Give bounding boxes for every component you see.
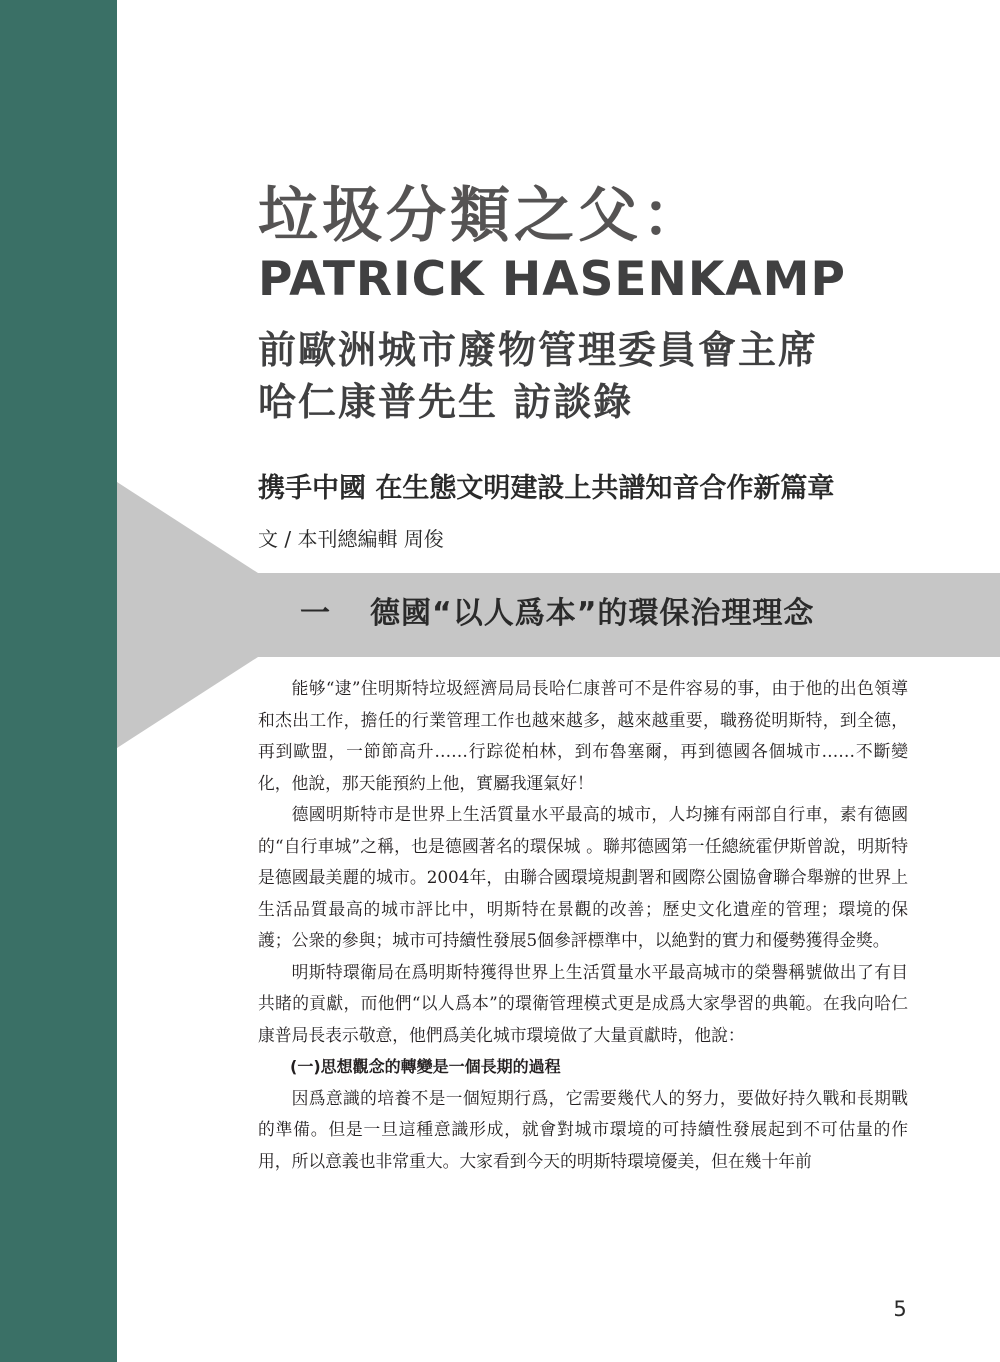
paragraph-2: 德國明斯特市是世界上生活質量水平最高的城市，人均擁有兩部自行車，素有德國的“自行車城”之稱，也是德國著名的環保城 。聯邦德國第一任總統霍伊斯曾說，明斯特是德國最美麗的城市。2004年，由聯合國環境規劃署和國際公園協會聯合舉辦的世界上生活品質最高的城市評比中，明斯特在景觀的改善；歷史文化遺産的管理；環境的保護；公衆的參與；城市可持續性發展5個參評標準中，以絶對的實力和優勢獲得金獎。 xyxy=(258,804,908,950)
paragraph-4: 因爲意識的培養不是一個短期行爲，它需要幾代人的努力，要做好持久戰和長期戰的準備。但是一旦這種意識形成，就會對城市環境的可持續性發展起到不可估量的作用，所以意義也非常重大。大家看到今天的明斯特環境優美，但在幾十年前 xyxy=(258,1087,908,1171)
subheading: (一)思想觀念的轉變是一個長期的過程 xyxy=(290,1057,561,1076)
byline: 文 / 本刊總編輯 周俊 xyxy=(258,527,444,551)
left-sidebar-band xyxy=(0,0,117,1362)
paragraph-1: 能够“逮”住明斯特垃圾經濟局局長哈仁康普可不是件容易的事，由于他的出色領導和杰出工作，擔任的行業管理工作也越來越多，越來越重要，職務從明斯特，到全德，再到歐盟，一節節高升……行踪從柏林，到布魯塞爾，再到德國各個城市……不斷變化，他說，那天能預約上他，實屬我運氣好！ xyxy=(258,678,908,793)
article-body xyxy=(258,673,908,1177)
section-number: 一 xyxy=(300,596,331,631)
section-heading xyxy=(300,592,814,636)
title-chinese: 垃圾分類之父： xyxy=(258,181,706,251)
paragraph-3: 明斯特環衛局在爲明斯特獲得世界上生活質量水平最高城市的榮譽稱號做出了有目共睹的貢獻，而他們“以人爲本”的環衛管理模式更是成爲大家學習的典範。在我向哈仁康普局長表示敬意，他們爲美化城市環境做了大量貢獻時，他說： xyxy=(258,961,908,1045)
page-number: 5 xyxy=(893,1297,907,1321)
subtitle-line-1: 前歐洲城市廢物管理委員會主席 xyxy=(258,328,819,372)
subtitle xyxy=(258,324,818,428)
subtitle-line-2: 哈仁康普先生 訪談錄 xyxy=(258,380,634,424)
tagline: 携手中國 在生態文明建設上共譜知音合作新篇章 xyxy=(258,473,835,504)
title-english: PATRICK HASENKAMP xyxy=(258,252,846,307)
section-title-text: 德國“以人爲本”的環保治理理念 xyxy=(370,596,815,631)
section-pointer xyxy=(117,482,258,748)
